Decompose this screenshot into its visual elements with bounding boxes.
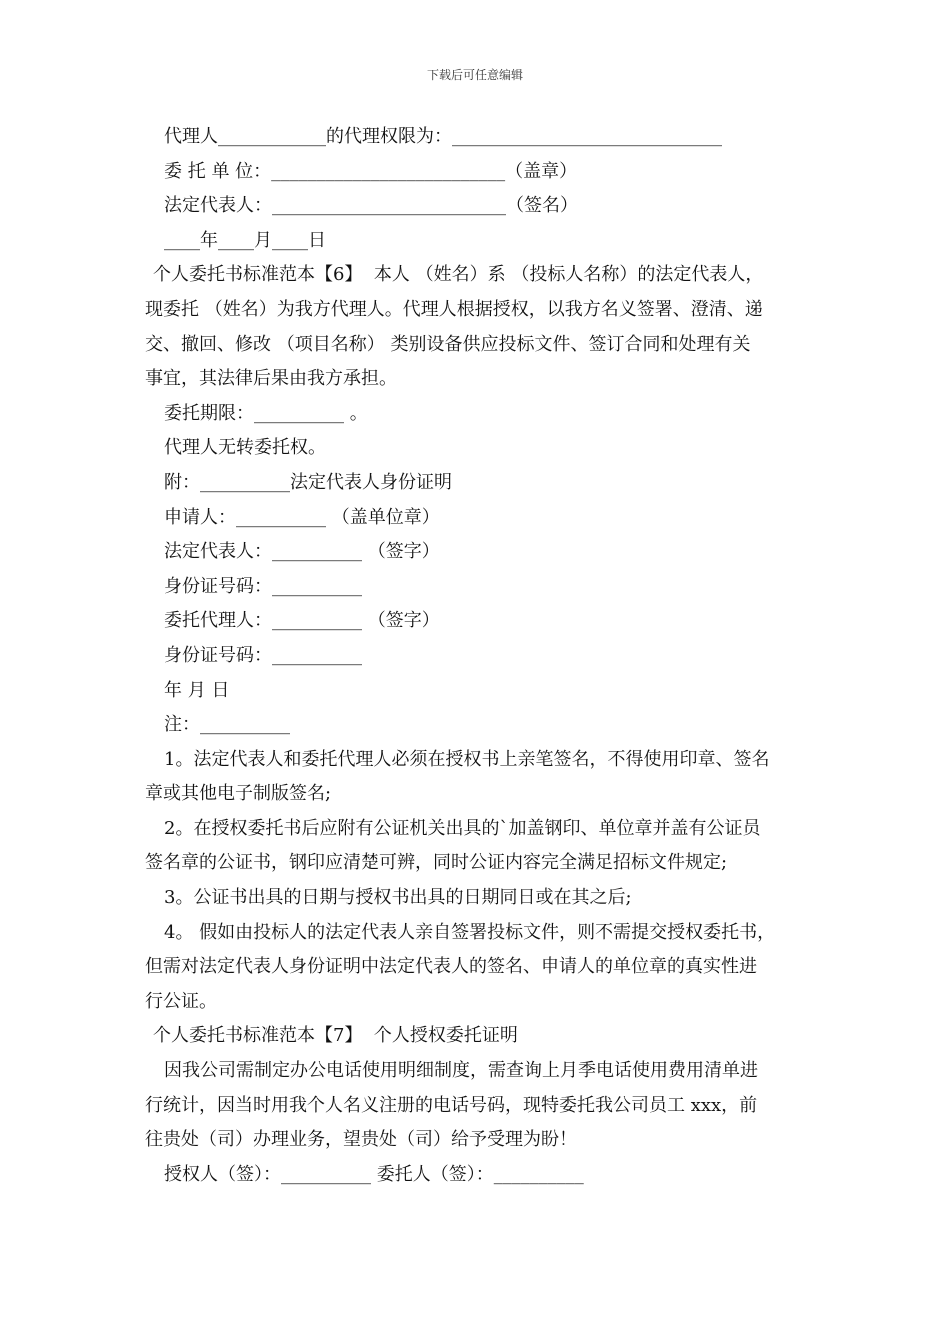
paragraph-line: 事宜，其法律后果由我方承担。 — [145, 368, 397, 390]
page-header-note: 下载后可任意编辑 — [426, 68, 523, 82]
note-item-3: 3。公证书出具的日期与授权书出具的日期同日或在其之后; — [164, 887, 632, 909]
attachment-line: 附：__________法定代表人身份证明 — [164, 471, 452, 493]
note-item-4: 4。 假如由投标人的法定代表人亲自签署投标文件，则不需提交授权委托书， — [164, 921, 776, 943]
paragraph-line: 现委托 （姓名）为我方代理人。代理人根据授权，以我方名义签署、澄清、递 — [145, 298, 763, 320]
applicant-line: 申请人：__________ （盖单位章） — [164, 506, 440, 528]
agent-authority-line: 代理人____________的代理权限为：______________________________ — [164, 126, 722, 147]
legal-rep-line: 法定代表人：__________ （签字） — [164, 541, 440, 563]
id-number-line: 身份证号码：__________ — [164, 575, 362, 597]
paragraph-line: 行统计，因当时用我个人名义注册的电话号码，现特委托我公司员工 xxx，前 — [145, 1094, 758, 1116]
no-subdelegation-line: 代理人无转委托权。 — [164, 437, 326, 459]
paragraph-line: 往贵处（司）办理业务，望贵处（司）给予受理为盼！ — [145, 1129, 577, 1151]
date-line: ____年____月____日 — [164, 229, 326, 251]
paragraph-line: 交、撤回、修改 （项目名称） 类别设备供应投标文件、签订合同和处理有关 — [145, 333, 751, 355]
note-item-1-cont: 章或其他电子制版签名; — [145, 783, 332, 805]
document-body — [145, 120, 825, 1192]
date-line: 年 月 日 — [164, 679, 230, 701]
entrusting-unit-line: 委 托 单 位：__________________________（盖章） — [164, 160, 578, 182]
note-line: 注：__________ — [164, 714, 290, 736]
signature-line: 授权人（签）：__________ 委托人（签）：__________ — [164, 1163, 584, 1185]
legal-rep-sign-line: 法定代表人：__________________________（签名） — [164, 195, 578, 217]
note-item-2: 2。在授权委托书后应附有公证机关出具的`加盖钢印、单位章并盖有公证员 — [164, 817, 761, 839]
id-number-line: 身份证号码：__________ — [164, 644, 362, 666]
note-item-4-cont: 但需对法定代表人身份证明中法定代表人的签名、申请人的单位章的真实性进 — [145, 956, 757, 978]
note-item-2-cont: 签名章的公证书，钢印应清楚可辨，同时公证内容完全满足招标文件规定; — [145, 852, 728, 874]
entrust-period-line: 委托期限：__________ 。 — [164, 402, 368, 424]
section-7-heading: 个人委托书标准范本【7】 个人授权委托证明 — [153, 1025, 518, 1047]
section-6-heading: 个人委托书标准范本【6】 本人 （姓名）系 （投标人名称）的法定代表人， — [153, 264, 764, 286]
paragraph-line: 因我公司需制定办公电话使用明细制度，需查询上月季电话使用费用清单进 — [164, 1060, 758, 1082]
entrusted-agent-line: 委托代理人：__________ （签字） — [164, 610, 440, 632]
note-item-4-cont: 行公证。 — [145, 990, 217, 1012]
note-item-1: 1。法定代表人和委托代理人必须在授权书上亲笔签名，不得使用印章、签名 — [164, 748, 770, 770]
